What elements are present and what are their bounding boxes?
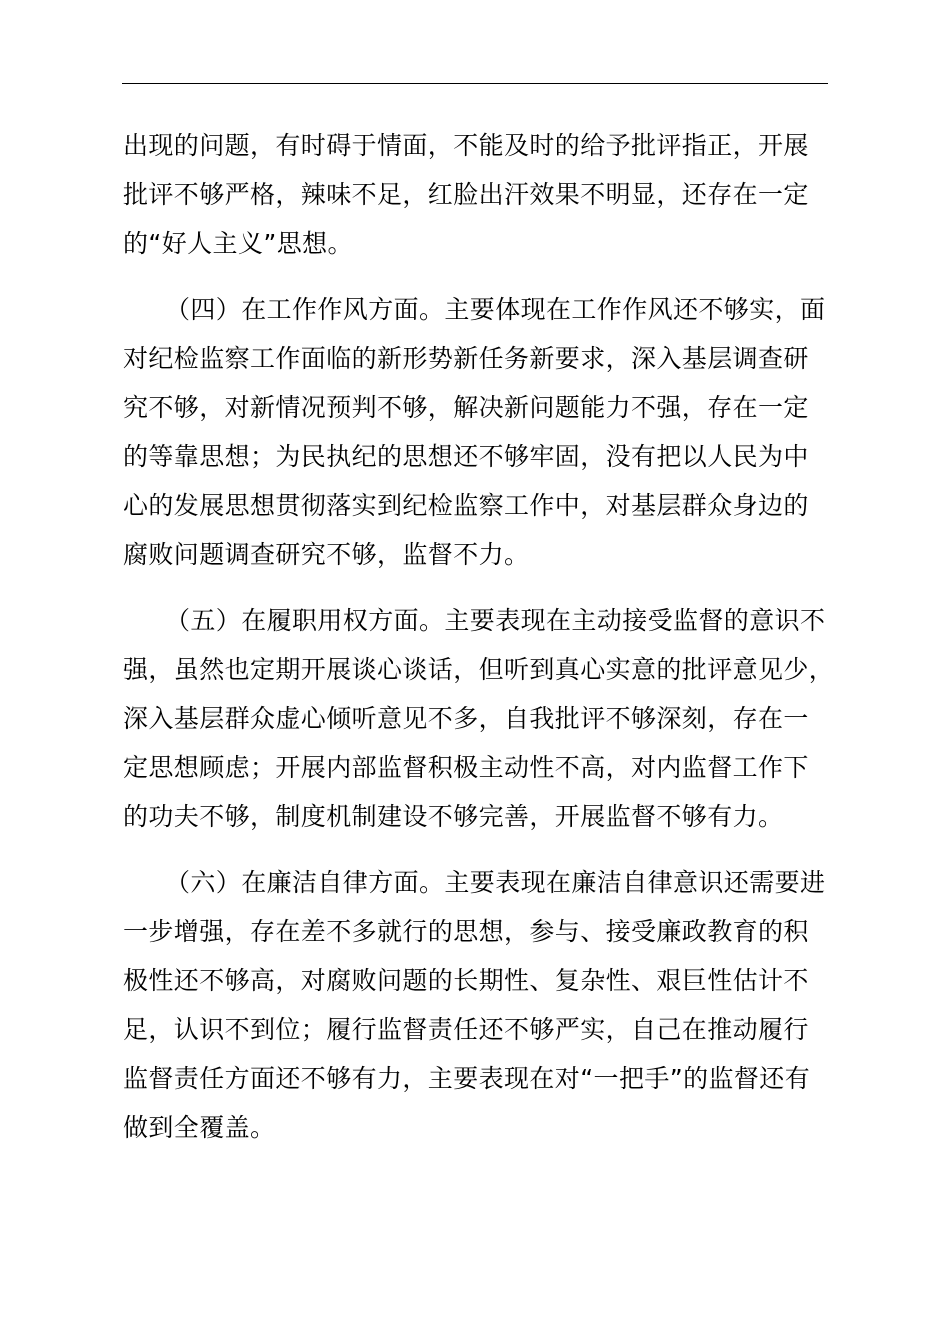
text-line: 批评不够严格，辣味不足，红脸出汗效果不明显，还存在一定	[123, 180, 809, 209]
text-line: 做到全覆盖。	[123, 1113, 276, 1142]
text-line: 的等靠思想；为民执纪的思想还不够牢固，没有把以人民为中	[123, 442, 809, 471]
text-line: 足，认识不到位；履行监督责任还不够严实，自己在推动履行	[123, 1015, 809, 1044]
document-body	[123, 121, 835, 1169]
paragraph-section-6	[123, 858, 831, 1152]
text-line: 的“好人主义”思想。	[123, 229, 353, 258]
text-line: 究不够，对新情况预判不够，解决新问题能力不强，存在一定	[123, 393, 809, 422]
text-line: 极性还不够高，对腐败问题的长期性、复杂性、艰巨性估计不	[123, 966, 809, 995]
paragraph-section-5	[123, 596, 835, 841]
paragraph-section-4	[123, 285, 831, 579]
text-line-first: （五）在履职用权方面。主要表现在主动接受监督的意识不	[165, 606, 826, 635]
text-line: 定思想顾虑；开展内部监督积极主动性不高，对内监督工作下	[123, 753, 809, 782]
text-line: 的功夫不够，制度机制建设不够完善，开展监督不够有力。	[123, 802, 784, 831]
text-line: 深入基层群众虚心倾听意见不多，自我批评不够深刻，存在一	[123, 704, 809, 733]
paragraph-continuation	[123, 121, 831, 268]
text-line: 对纪检监察工作面临的新形势新任务新要求，深入基层调查研	[123, 344, 809, 373]
text-line-first: （六）在廉洁自律方面。主要表现在廉洁自律意识还需要进	[165, 868, 826, 897]
header-rule	[122, 83, 828, 84]
text-line-first: （四）在工作作风方面。主要体现在工作作风还不够实，面	[165, 295, 826, 324]
text-line: 一步增强，存在差不多就行的思想，参与、接受廉政教育的积	[123, 917, 809, 946]
text-line: 心的发展思想贯彻落实到纪检监察工作中，对基层群众身边的	[123, 491, 809, 520]
text-line: 腐败问题调查研究不够，监督不力。	[123, 540, 530, 569]
text-line: 强，虽然也定期开展谈心谈话，但听到真心实意的批评意见少，	[123, 655, 835, 684]
text-line: 监督责任方面还不够有力，主要表现在对“一把手”的监督还有	[123, 1064, 811, 1093]
text-line: 出现的问题，有时碍于情面，不能及时的给予批评指正，开展	[123, 131, 809, 160]
